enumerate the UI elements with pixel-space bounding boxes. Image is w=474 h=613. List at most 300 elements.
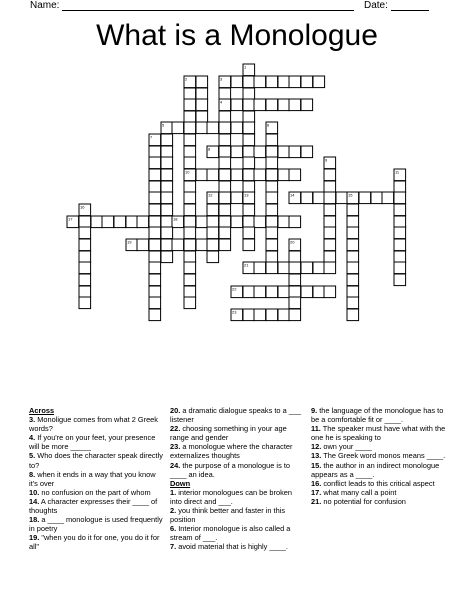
clue-item	[29, 515, 163, 533]
grid-cell[interactable]	[149, 192, 161, 204]
clue-item	[170, 406, 305, 424]
grid-cell[interactable]	[161, 134, 173, 146]
clue-text: Who does the character speak directly to?	[29, 451, 163, 470]
clue-item	[170, 461, 305, 479]
clue-number: 23.	[170, 442, 181, 452]
clue-text: If you're on your feet, your presence will be more _____	[29, 433, 156, 452]
grid-cell[interactable]	[313, 286, 325, 298]
clue-number: 18.	[29, 515, 40, 525]
grid-cell[interactable]	[313, 262, 325, 274]
clue-number-label: 10	[185, 169, 190, 175]
grid-cell[interactable]	[196, 88, 208, 100]
grid-cell[interactable]	[394, 262, 406, 274]
grid-cell[interactable]	[243, 134, 255, 146]
grid-cell[interactable]	[207, 169, 219, 181]
clue-item	[311, 488, 447, 497]
grid-cell[interactable]	[289, 99, 301, 111]
grid-cell[interactable]	[219, 204, 231, 216]
grid-cell[interactable]	[184, 274, 196, 286]
grid-cell[interactable]	[243, 76, 255, 88]
grid-cell[interactable]	[243, 239, 255, 251]
grid-cell[interactable]	[266, 227, 278, 239]
grid-cell[interactable]	[266, 239, 278, 251]
clue-number: 8.	[29, 469, 36, 479]
grid-cell[interactable]	[243, 88, 255, 100]
clue-text: when it ends in a way that you know it's over	[29, 469, 156, 488]
grid-cell[interactable]	[289, 297, 301, 309]
grid-cell[interactable]	[207, 216, 219, 228]
grid-cell[interactable]	[184, 181, 196, 193]
grid-cell[interactable]	[207, 204, 219, 216]
clue-number: 12.	[311, 442, 322, 452]
clue-number-label: 3	[220, 76, 223, 82]
clue-number: 13.	[311, 451, 322, 461]
grid-cell[interactable]	[266, 286, 278, 298]
clue-item	[170, 442, 305, 460]
grid-cell[interactable]	[266, 181, 278, 193]
clue-number: 4.	[29, 433, 36, 443]
grid-cell[interactable]	[254, 146, 266, 158]
grid-cell[interactable]	[266, 134, 278, 146]
grid-cell[interactable]	[149, 274, 161, 286]
grid-cell[interactable]	[149, 239, 161, 251]
clue-text: a dramatic dialogue speaks to a ___ listener	[170, 406, 302, 425]
clue-number: 22.	[170, 424, 181, 434]
clue-number-label: 23	[232, 309, 237, 315]
grid-cell[interactable]	[184, 216, 196, 228]
clue-number-label: 17	[68, 216, 73, 222]
clue-text: The Greek word monos means ____.	[321, 451, 446, 461]
grid-cell[interactable]	[91, 216, 103, 228]
clue-item	[170, 542, 305, 551]
grid-cell[interactable]	[231, 146, 243, 158]
clue-number-label: 4	[220, 99, 223, 105]
grid-cell[interactable]	[184, 99, 196, 111]
grid-cell[interactable]	[161, 146, 173, 158]
grid-cell[interactable]	[289, 216, 301, 228]
grid-cell[interactable]	[347, 227, 359, 239]
grid-cell[interactable]	[184, 157, 196, 169]
date-label: Date:	[364, 0, 388, 11]
grid-cell[interactable]	[149, 227, 161, 239]
clue-number: 1.	[170, 487, 177, 497]
clue-text: the purpose of a monologue is to ____ an idea.	[170, 460, 290, 479]
grid-cell[interactable]	[301, 76, 313, 88]
grid-cell[interactable]	[161, 251, 173, 263]
grid-cell[interactable]	[394, 251, 406, 263]
clue-item	[311, 497, 447, 506]
grid-cell[interactable]	[278, 286, 290, 298]
clue-number-label: 18	[173, 216, 178, 222]
grid-cell[interactable]	[196, 111, 208, 123]
grid-cell[interactable]	[324, 192, 336, 204]
clues-column-2	[170, 406, 305, 552]
clue-number: 6.	[170, 524, 177, 534]
clue-text: a monologue where the character externalizes thoughts	[170, 442, 293, 461]
grid-cell[interactable]	[149, 297, 161, 309]
grid-cell[interactable]	[149, 216, 161, 228]
grid-cell[interactable]	[394, 216, 406, 228]
grid-cell[interactable]	[79, 274, 91, 286]
grid-cell[interactable]	[207, 122, 219, 134]
grid-cell[interactable]	[266, 204, 278, 216]
grid-cell[interactable]	[266, 99, 278, 111]
grid-cell[interactable]	[266, 146, 278, 158]
grid-cell[interactable]	[184, 192, 196, 204]
grid-cell[interactable]	[184, 251, 196, 263]
grid-cell[interactable]	[278, 309, 290, 321]
clues-column-1	[29, 406, 163, 552]
grid-cell[interactable]	[149, 169, 161, 181]
grid-cell[interactable]	[219, 227, 231, 239]
grid-cell[interactable]	[196, 99, 208, 111]
grid-cell[interactable]	[289, 274, 301, 286]
grid-cell[interactable]	[231, 169, 243, 181]
clue-text: you think better and faster in this position	[170, 506, 286, 525]
across-heading: Across	[29, 406, 55, 415]
grid-cell[interactable]	[266, 76, 278, 88]
page-title: What is a Monologue	[96, 19, 378, 52]
grid-cell[interactable]	[289, 146, 301, 158]
grid-cell[interactable]	[219, 111, 231, 123]
clue-item	[311, 424, 447, 442]
clue-number-label: 5	[162, 122, 165, 128]
clue-number: 20.	[170, 406, 181, 415]
clue-number: 5.	[29, 451, 36, 461]
grid-cell[interactable]	[184, 204, 196, 216]
grid-cell[interactable]	[382, 192, 394, 204]
grid-cell[interactable]	[301, 286, 313, 298]
grid-cell[interactable]	[231, 122, 243, 134]
clue-number-label: 11	[395, 169, 400, 175]
clue-number: 15.	[311, 460, 322, 470]
grid-cell[interactable]	[301, 146, 313, 158]
grid-cell[interactable]	[219, 134, 231, 146]
clue-item	[311, 461, 447, 479]
grid-cell[interactable]	[254, 262, 266, 274]
grid-cell[interactable]	[231, 76, 243, 88]
grid-cell[interactable]	[266, 309, 278, 321]
grid-cell[interactable]	[207, 239, 219, 251]
grid-cell[interactable]	[207, 227, 219, 239]
clue-number: 21.	[311, 496, 322, 506]
grid-cell[interactable]	[219, 216, 231, 228]
clue-number: 11.	[311, 424, 321, 434]
clue-number-label: 13	[244, 192, 249, 198]
grid-cell[interactable]	[394, 192, 406, 204]
grid-cell[interactable]	[161, 192, 173, 204]
grid-cell[interactable]	[149, 204, 161, 216]
clue-item	[29, 433, 163, 451]
clue-text: own your ____	[321, 442, 372, 452]
grid-cell[interactable]	[137, 216, 149, 228]
clue-text: what many call a point	[321, 487, 397, 497]
clue-item	[170, 506, 305, 524]
grid-cell[interactable]	[161, 216, 173, 228]
grid-cell[interactable]	[161, 181, 173, 193]
grid-cell[interactable]	[79, 227, 91, 239]
grid-cell[interactable]	[243, 181, 255, 193]
grid-cell[interactable]	[243, 157, 255, 169]
grid-cell[interactable]	[79, 216, 91, 228]
grid-cell[interactable]	[336, 192, 348, 204]
down-clue-list	[170, 488, 305, 552]
clue-item	[311, 479, 447, 488]
grid-cell[interactable]	[324, 262, 336, 274]
grid-cell[interactable]	[219, 88, 231, 100]
grid-cell[interactable]	[394, 181, 406, 193]
grid-cell[interactable]	[219, 239, 231, 251]
grid-cell[interactable]	[243, 286, 255, 298]
across-clue-list-continued	[170, 406, 305, 479]
grid-cell[interactable]	[359, 192, 371, 204]
grid-cell[interactable]	[196, 122, 208, 134]
clue-text: conflict leads to this critical aspect	[321, 478, 435, 488]
grid-cell[interactable]	[161, 239, 173, 251]
clue-number-label: 12	[208, 192, 213, 198]
grid-cell[interactable]	[243, 309, 255, 321]
grid-cell[interactable]	[347, 286, 359, 298]
clue-item	[29, 415, 163, 433]
grid-cell[interactable]	[347, 239, 359, 251]
grid-cell[interactable]	[196, 169, 208, 181]
grid-cell[interactable]	[278, 76, 290, 88]
grid-cell[interactable]	[231, 216, 243, 228]
grid-cell[interactable]	[184, 262, 196, 274]
clue-text: avoid material that is highly ____.	[176, 542, 288, 552]
name-label: Name:	[30, 0, 60, 11]
clue-number: 10.	[29, 487, 40, 497]
clue-number: 16.	[311, 478, 322, 488]
clue-number: 24.	[170, 460, 181, 470]
clue-number-label: 22	[232, 286, 237, 292]
clue-number-label: 21	[244, 262, 249, 268]
grid-cell[interactable]	[289, 286, 301, 298]
grid-cell[interactable]	[278, 216, 290, 228]
grid-cell[interactable]	[184, 227, 196, 239]
clue-number: 17.	[311, 487, 322, 497]
grid-cell[interactable]	[324, 181, 336, 193]
grid-cell[interactable]	[184, 297, 196, 309]
grid-cell[interactable]	[219, 169, 231, 181]
grid-cell[interactable]	[266, 192, 278, 204]
grid-cell[interactable]	[301, 192, 313, 204]
grid-cell[interactable]	[149, 251, 161, 263]
grid-cell[interactable]	[196, 239, 208, 251]
clue-text: A character expresses their ____ of thoughts	[29, 496, 158, 516]
grid-cell[interactable]	[161, 227, 173, 239]
clue-number-label: 2	[185, 76, 188, 82]
grid-cell[interactable]	[243, 216, 255, 228]
grid-cell[interactable]	[184, 146, 196, 158]
grid-cell[interactable]	[266, 216, 278, 228]
clue-number: 7.	[170, 542, 177, 552]
grid-cell[interactable]	[231, 99, 243, 111]
clues-column-3	[311, 406, 447, 506]
grid-cell[interactable]	[301, 99, 313, 111]
clue-item	[170, 488, 305, 506]
grid-cell[interactable]	[324, 286, 336, 298]
grid-cell[interactable]	[149, 157, 161, 169]
grid-cell[interactable]	[207, 251, 219, 263]
clue-number: 2.	[170, 506, 177, 516]
grid-cell[interactable]	[371, 192, 383, 204]
grid-cell[interactable]	[243, 99, 255, 111]
clue-number: 3.	[29, 415, 36, 425]
clue-number-label: 16	[80, 204, 85, 210]
grid-cell[interactable]	[278, 169, 290, 181]
clue-number-label: 9	[325, 157, 328, 163]
clue-text: choosing something in your age range and gender	[170, 424, 287, 443]
grid-cell[interactable]	[347, 216, 359, 228]
clue-number-label: 20	[290, 239, 295, 245]
clue-text: a ____ monologue is used frequently in poetry	[29, 515, 163, 534]
grid-cell[interactable]	[243, 169, 255, 181]
grid-cell[interactable]	[149, 309, 161, 321]
grid-cell[interactable]	[243, 111, 255, 123]
grid-cell[interactable]	[161, 169, 173, 181]
grid-cell[interactable]	[347, 251, 359, 263]
grid-cell[interactable]	[149, 262, 161, 274]
grid-cell[interactable]	[102, 216, 114, 228]
grid-cell[interactable]	[394, 204, 406, 216]
grid-cell[interactable]	[289, 262, 301, 274]
clue-item	[29, 497, 163, 515]
grid-cell[interactable]	[289, 309, 301, 321]
down-clue-list-continued	[311, 406, 447, 506]
grid-cell[interactable]	[114, 216, 126, 228]
grid-cell[interactable]	[149, 286, 161, 298]
grid-cell[interactable]	[184, 122, 196, 134]
clue-number: 19.	[29, 533, 40, 543]
grid-cell[interactable]	[347, 262, 359, 274]
clue-text: no potential for confusion	[321, 496, 406, 506]
grid-cell[interactable]	[394, 274, 406, 286]
clue-text: Monoligue comes from what 2 Greek words?	[29, 415, 158, 434]
clue-item	[29, 451, 163, 469]
grid-cell[interactable]	[219, 146, 231, 158]
clue-item	[311, 442, 447, 451]
clue-number-label: 19	[127, 239, 132, 245]
across-clue-list	[29, 415, 163, 551]
grid-cell[interactable]	[254, 99, 266, 111]
clue-item	[29, 533, 163, 551]
grid-cell[interactable]	[347, 274, 359, 286]
grid-cell[interactable]	[126, 216, 138, 228]
clue-item	[29, 470, 163, 488]
clue-text: interior monologues can be broken into direct and ___.	[170, 487, 293, 506]
grid-cell[interactable]	[172, 122, 184, 134]
grid-cell[interactable]	[161, 204, 173, 216]
grid-cell[interactable]	[196, 76, 208, 88]
grid-cell[interactable]	[278, 262, 290, 274]
grid-cell[interactable]	[324, 227, 336, 239]
grid-cell[interactable]	[324, 204, 336, 216]
grid-cell[interactable]	[278, 146, 290, 158]
grid-cell[interactable]	[219, 192, 231, 204]
grid-cell[interactable]	[347, 309, 359, 321]
grid-cell[interactable]	[184, 286, 196, 298]
grid-cell[interactable]	[289, 169, 301, 181]
clue-number: 14.	[29, 496, 40, 506]
grid-cell[interactable]	[289, 251, 301, 263]
grid-cell[interactable]	[149, 181, 161, 193]
grid-cell[interactable]	[324, 251, 336, 263]
clue-text: "when you do it for one, you do it for all"	[29, 533, 160, 552]
grid-cell[interactable]	[266, 262, 278, 274]
grid-cell[interactable]	[394, 239, 406, 251]
clue-number-label: 14	[290, 192, 295, 198]
grid-cell[interactable]	[324, 239, 336, 251]
grid-cell[interactable]	[324, 216, 336, 228]
grid-cell[interactable]	[254, 76, 266, 88]
grid-cell[interactable]	[394, 227, 406, 239]
grid-cell[interactable]	[79, 239, 91, 251]
clue-number: 9.	[311, 406, 318, 415]
grid-cell[interactable]	[243, 146, 255, 158]
grid-cell[interactable]	[79, 262, 91, 274]
down-heading: Down	[170, 478, 191, 488]
grid-cell[interactable]	[79, 297, 91, 309]
grid-cell[interactable]	[301, 262, 313, 274]
grid-cell[interactable]	[254, 286, 266, 298]
grid-cell[interactable]	[243, 227, 255, 239]
clue-text: The speaker must have what with the one he is speaking to	[311, 424, 446, 443]
grid-cell[interactable]	[149, 146, 161, 158]
grid-cell[interactable]	[219, 122, 231, 134]
grid-cell[interactable]	[196, 216, 208, 228]
grid-cell[interactable]	[324, 169, 336, 181]
grid-cell[interactable]	[161, 157, 173, 169]
clue-text: the language of the monologue has to be a comfortable fit or ____.	[311, 406, 444, 425]
grid-cell[interactable]	[313, 192, 325, 204]
grid-cell[interactable]	[254, 309, 266, 321]
clue-item	[170, 524, 305, 542]
clue-text: the author in an indirect monologue appears as a ____.	[311, 460, 440, 479]
grid-cell[interactable]	[219, 181, 231, 193]
grid-cell[interactable]	[184, 111, 196, 123]
grid-cell[interactable]	[184, 239, 196, 251]
grid-cell[interactable]	[184, 134, 196, 146]
grid-cell[interactable]	[266, 157, 278, 169]
grid-cell[interactable]	[79, 286, 91, 298]
grid-cell[interactable]	[172, 239, 184, 251]
grid-cell[interactable]	[266, 169, 278, 181]
clue-text: no confusion on the part of whom	[39, 487, 151, 497]
clue-item	[170, 424, 305, 442]
grid-cell[interactable]	[79, 251, 91, 263]
clue-number-label: 8	[208, 146, 211, 152]
grid-cell[interactable]	[347, 297, 359, 309]
clue-item	[311, 451, 447, 460]
grid-cell[interactable]	[219, 157, 231, 169]
grid-cell[interactable]	[313, 76, 325, 88]
grid-cell[interactable]	[231, 192, 243, 204]
grid-cell[interactable]	[266, 251, 278, 263]
clue-number-label: 1	[244, 64, 247, 70]
clue-text: Interior monologue is also called a stream of ___.	[170, 524, 291, 543]
grid-cell[interactable]	[254, 216, 266, 228]
grid-cell[interactable]	[243, 122, 255, 134]
grid-cell[interactable]	[137, 239, 149, 251]
grid-cell[interactable]	[289, 76, 301, 88]
grid-cell[interactable]	[278, 99, 290, 111]
grid-cell[interactable]	[243, 204, 255, 216]
grid-cell[interactable]	[184, 88, 196, 100]
grid-cell[interactable]	[254, 169, 266, 181]
grid-cell[interactable]	[347, 204, 359, 216]
clue-number-label: 6	[267, 122, 270, 128]
